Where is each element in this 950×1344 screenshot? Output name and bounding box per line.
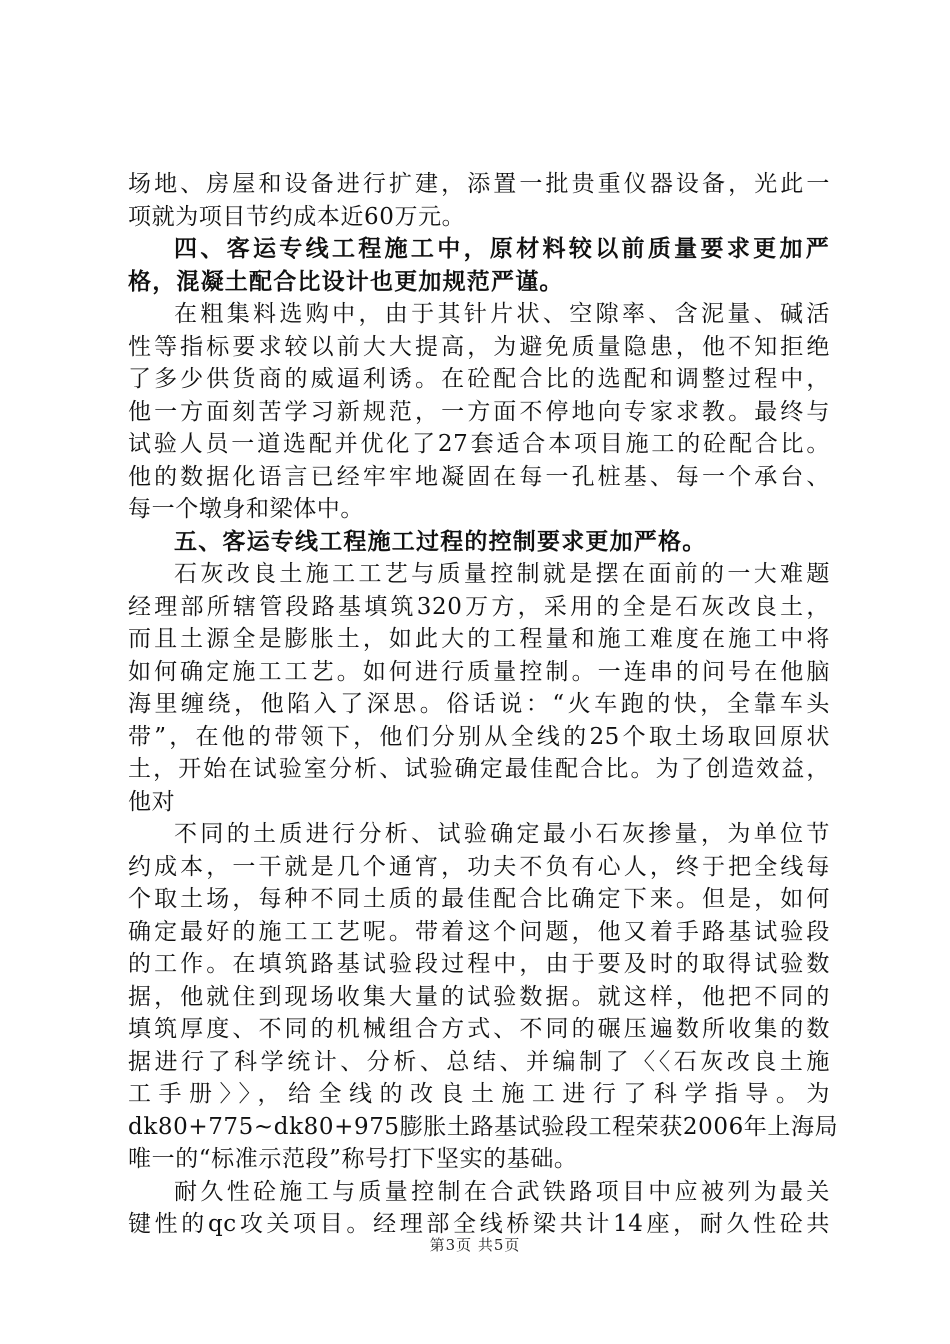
text-line: dk80+775~dk80+975膨胀土路基试验段工程荣获2006年上海局 [128, 1113, 839, 1140]
text-line: 石灰改良土施工工艺与质量控制就是摆在面前的一大难题 [174, 561, 830, 587]
text-line: 土，开始在试验室分析、试验确定最佳配合比。为了创造效益， [128, 756, 830, 782]
text-line: 带”，在他的带领下，他们分别从全线的25个取土场取回原状 [128, 723, 830, 750]
text-line: 不同的土质进行分析、试验确定最小石灰掺量，为单位节 [174, 821, 830, 847]
text-line: 约成本，一干就是几个通宵，功夫不负有心人，终于把全线每 [128, 853, 830, 880]
text-line: 在粗集料选购中，由于其针片状、空隙率、含泥量、碱活 [174, 301, 830, 327]
text-line: 海里缠绕，他陷入了深思。俗话说：“火车跑的快，全靠车头 [128, 691, 830, 717]
text-line: 而且土源全是膨胀土，如此大的工程量和施工难度在施工中将 [128, 626, 830, 652]
page-footer: 第3页 共5页 [429, 1236, 521, 1254]
text-line: 他对 [128, 788, 176, 815]
text-line: 他的数据化语言已经牢牢地凝固在每一孔桩基、每一个承台、 [128, 463, 830, 490]
section-heading-line: 四、客运专线工程施工中，原材料较以前质量要求更加严 [174, 235, 830, 262]
text-line: 的工作。在填筑路基试验段过程中，由于要及时的取得试验数 [128, 951, 830, 977]
text-line: 场地、房屋和设备进行扩建，添置一批贵重仪器设备，光此一 [128, 171, 830, 197]
section-heading-line: 五、客运专线工程施工过程的控制要求更加严格。 [174, 527, 707, 555]
text-line: 每一个墩身和梁体中。 [128, 496, 364, 522]
text-line: 项就为项目节约成本近60万元。 [128, 203, 466, 230]
text-line: 个取土场，每种不同土质的最佳配合比确定下来。但是，如何 [128, 886, 830, 912]
text-line: 耐久性砼施工与质量控制在合武铁路项目中应被列为最关 [174, 1178, 830, 1205]
text-line: 据进行了科学统计、分析、总结、并编制了〈〈石灰改良土施 [128, 1048, 830, 1075]
text-line: 据，他就住到现场收集大量的试验数据。就这样，他把不同的 [128, 983, 830, 1010]
text-line: 经理部所辖管段路基填筑320万方，采用的全是石灰改良土， [128, 593, 830, 620]
text-line: 填筑厚度、不同的机械组合方式、不同的碾压遍数所收集的数 [128, 1016, 830, 1042]
text-line: 唯一的“标准示范段”称号打下坚实的基础。 [128, 1146, 578, 1172]
text-line: 确定最好的施工工艺呢。带着这个问题，他又着手路基试验段 [128, 918, 830, 945]
text-line: 试验人员一道选配并优化了27套适合本项目施工的砼配合比。 [128, 431, 830, 457]
text-line: 如何确定施工工艺。如何进行质量控制。一连串的问号在他脑 [128, 658, 830, 685]
text-line: 性等指标要求较以前大大提高，为避免质量隐患，他不知拒绝 [128, 333, 830, 360]
text-line: 键性的qc攻关项目。经理部全线桥梁共计14座，耐久性砼共 [128, 1211, 830, 1237]
section-heading-line: 格，混凝土配合比设计也更加规范严谨。 [128, 267, 564, 295]
text-line: 了多少供货商的威逼利诱。在砼配合比的选配和调整过程中， [128, 366, 830, 392]
text-line: 他一方面刻苦学习新规范，一方面不停地向专家求教。最终与 [128, 398, 830, 425]
text-line: 工手册〉〉，给全线的改良土施工进行了科学指导。为 [128, 1081, 830, 1107]
body-text [128, 168, 839, 1241]
